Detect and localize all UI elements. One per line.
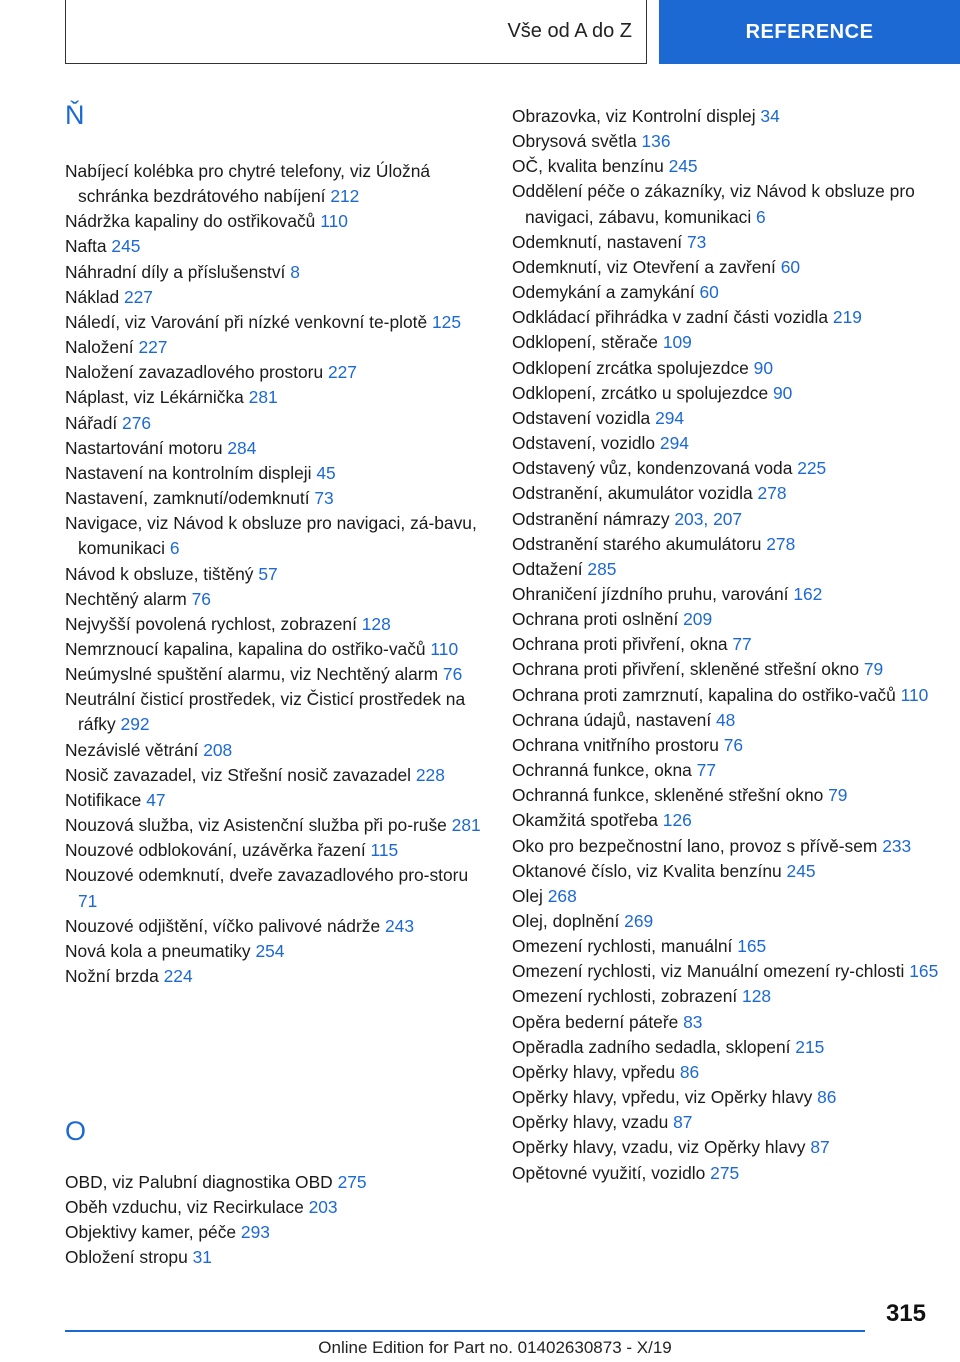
index-entry <box>512 1085 942 1110</box>
index-entry <box>65 587 485 612</box>
entry-term: Odstranění, akumulátor vozidla <box>512 483 758 504</box>
index-entry <box>512 456 942 481</box>
index-entry <box>512 834 942 859</box>
index-entry <box>512 1161 942 1186</box>
page-reference-link[interactable]: 233 <box>882 835 912 856</box>
index-entry <box>65 1220 485 1245</box>
index-entry <box>65 260 485 285</box>
index-entry <box>512 305 942 330</box>
section-title: Vše od A do Z <box>507 20 632 42</box>
entry-term: OČ, kvalita benzínu <box>512 156 669 177</box>
index-group-o-continued <box>512 104 942 1186</box>
entry-term: Ohraničení jízdního pruhu, varování <box>512 583 794 604</box>
page-reference-link[interactable]: 86 <box>679 1061 700 1082</box>
entry-term: Nastartování motoru <box>65 437 228 458</box>
index-entry <box>65 863 485 913</box>
index-entry <box>512 532 942 557</box>
page-reference-link[interactable]: 162 <box>793 583 823 604</box>
entry-term: Odemknutí, viz Otevření a zavření <box>512 256 781 277</box>
page-reference-link[interactable]: 284 <box>227 437 257 458</box>
index-entry <box>512 330 942 355</box>
index-entry <box>512 1035 942 1060</box>
index-entry <box>512 1060 942 1085</box>
page-reference-link[interactable]: 275 <box>710 1162 740 1183</box>
index-entry <box>512 104 942 129</box>
entry-term: Navigace, viz Návod k obsluze pro navigaci, zá-bavu, komunikaci <box>65 513 477 559</box>
page-reference-link[interactable]: 268 <box>547 885 577 906</box>
index-entry <box>512 1010 942 1035</box>
page-reference-link[interactable]: 209 <box>683 609 713 630</box>
entry-term: Objektivy kamer, péče <box>65 1222 241 1243</box>
chapter-tab[interactable] <box>659 0 960 64</box>
index-entry <box>65 385 485 410</box>
entry-term: Opěradla zadního sedadla, sklopení <box>512 1036 796 1057</box>
index-entry <box>65 436 485 461</box>
page-reference-link[interactable]: 90 <box>753 357 774 378</box>
entry-term: Ochrana údajů, nastavení <box>512 709 716 730</box>
entry-term: Obrazovka, viz Kontrolní displej <box>512 106 761 126</box>
index-entry <box>512 280 942 305</box>
entry-term: Náklad <box>65 286 124 307</box>
page-reference-link[interactable]: 136 <box>641 131 671 152</box>
index-entry <box>512 507 942 532</box>
page-reference-link[interactable]: 126 <box>662 810 692 831</box>
page-reference-link[interactable]: 278 <box>766 533 796 554</box>
index-entry <box>65 486 485 511</box>
page-reference-link[interactable]: 269 <box>624 911 654 931</box>
page-reference-link[interactable]: 294 <box>659 433 689 454</box>
page-reference-link[interactable]: 212 <box>330 186 360 207</box>
entry-term: Opěrky hlavy, vpředu, viz Opěrky hlavy <box>512 1087 818 1108</box>
page-reference-link[interactable]: 294 <box>655 407 685 428</box>
entry-term: Ochranná funkce, okna <box>512 760 697 781</box>
entry-term: Opěrky hlavy, vpředu <box>512 1061 680 1082</box>
index-entry <box>512 632 942 657</box>
index-entry <box>65 763 485 788</box>
entry-term: Opěra bederní páteře <box>512 1011 684 1032</box>
index-entry <box>65 209 485 234</box>
entry-term: Nosič zavazadel, viz Střešní nosič zavazadel <box>65 764 416 785</box>
page-reference-link[interactable]: 8 <box>290 261 300 282</box>
page-reference-link[interactable]: 73 <box>686 231 707 252</box>
page-reference-link[interactable]: 76 <box>723 734 744 755</box>
entry-term: Odklopení, zrcátko u spolujezdce <box>512 382 774 403</box>
index-entry <box>512 859 942 884</box>
page-reference-link[interactable]: 76 <box>191 588 211 609</box>
index-letter-n: Ň <box>65 100 85 130</box>
index-entry <box>65 360 485 385</box>
entry-term: Nouzové odemknutí, dveře zavazadlového pro-storu <box>65 865 469 886</box>
entry-term: Náledí, viz Varování při nízké venkovní te-plotě <box>65 311 432 332</box>
page-reference-link[interactable]: 60 <box>780 256 801 277</box>
page-reference-link[interactable]: 292 <box>120 714 150 735</box>
index-entry <box>512 984 942 1009</box>
index-entry <box>512 884 942 909</box>
page-reference-link[interactable]: 73 <box>314 488 334 509</box>
entry-term: Odstavení, vozidlo <box>512 433 660 454</box>
index-entry <box>512 230 942 255</box>
page-reference-link[interactable]: 34 <box>760 106 780 126</box>
page-reference-link[interactable]: 110 <box>430 638 459 659</box>
page-number: 315 <box>885 1300 926 1327</box>
index-entry <box>65 1170 485 1195</box>
entry-term: Odstavený vůz, kondenzovaná voda <box>512 458 798 479</box>
entry-term: Omezení rychlosti, zobrazení <box>512 986 743 1007</box>
entry-term: Nabíjecí kolébka pro chytré telefony, viz Úložná schránka bezdrátového nabíjení <box>65 161 431 207</box>
index-entry <box>65 1195 485 1220</box>
index-entry <box>65 662 485 687</box>
index-entry <box>512 808 942 833</box>
page-reference-link[interactable]: 90 <box>773 382 793 403</box>
index-entry <box>512 758 942 783</box>
index-entry <box>65 285 485 310</box>
index-entry <box>512 934 942 959</box>
entry-term: Odemknutí, nastavení <box>512 231 687 252</box>
entry-term: Nouzové odjištění, víčko palivové nádrže <box>65 915 385 936</box>
entry-term: Nezávislé větrání <box>65 739 204 760</box>
index-entry <box>65 310 485 335</box>
entry-term: Olej, doplnění <box>512 911 625 931</box>
entry-term: Oběh vzduchu, viz Recirkulace <box>65 1197 309 1218</box>
index-entry <box>512 1110 942 1135</box>
entry-term: Nářadí <box>65 412 123 433</box>
entry-term: Nožní brzda <box>65 966 164 986</box>
entry-term: Odkládací přihrádka v zadní části vozidla <box>512 307 833 328</box>
entry-term: Naložení zavazadlového prostoru <box>65 362 328 383</box>
page-reference-link[interactable]: 285 <box>587 558 617 579</box>
index-entry <box>65 939 485 964</box>
index-entry <box>65 838 485 863</box>
page-reference-link[interactable]: 87 <box>810 1137 830 1158</box>
index-letter-o: O <box>65 1116 87 1146</box>
page-reference-link[interactable]: 57 <box>258 563 278 584</box>
entry-term: Odklopení, stěrače <box>512 332 663 353</box>
page-reference-link[interactable]: 203, 207 <box>674 508 743 529</box>
index-group-o <box>65 1170 485 1271</box>
page-reference-link[interactable]: 208 <box>203 739 233 760</box>
entry-term: Neúmyslné spuštění alarmu, viz Nechtěný alarm <box>65 664 443 685</box>
index-entry <box>65 335 485 360</box>
entry-term: Odemykání a zamykání <box>512 282 700 303</box>
entry-term: Naložení <box>65 337 139 358</box>
page-reference-link[interactable]: 245 <box>111 236 141 257</box>
page-reference-link[interactable]: 87 <box>673 1112 693 1133</box>
entry-term: Návod k obsluze, tištěný <box>65 563 259 584</box>
entry-term: Opěrky hlavy, vzadu, viz Opěrky hlavy <box>512 1137 811 1158</box>
index-entry <box>512 356 942 381</box>
index-entry <box>512 733 942 758</box>
page-reference-link[interactable]: 109 <box>662 332 692 353</box>
index-entry <box>65 511 485 561</box>
page-reference-link[interactable]: 45 <box>316 462 336 483</box>
entry-term: Neutrální čisticí prostředek, viz Čisticí prostředek na ráfky <box>65 689 466 735</box>
entry-term: OBD, viz Palubní diagnostika OBD <box>65 1172 338 1192</box>
page-reference-link[interactable]: 228 <box>415 764 445 785</box>
entry-term: Nouzová služba, viz Asistenční služba při po-ruše <box>65 815 452 836</box>
entry-term: Ochrana proti přivření, okna <box>512 634 733 655</box>
page-reference-link[interactable]: 110 <box>900 684 929 705</box>
index-entry <box>65 637 485 662</box>
entry-term: Oktanové číslo, viz Kvalita benzínu <box>512 860 787 881</box>
index-entry <box>65 813 485 838</box>
index-entry <box>512 406 942 431</box>
entry-term: Oko pro bezpečnostní lano, provoz s přívě-sem <box>512 835 883 856</box>
page-reference-link[interactable]: 203 <box>308 1197 338 1218</box>
page-reference-link[interactable]: 293 <box>240 1222 270 1243</box>
index-entry <box>512 657 942 682</box>
page-reference-link[interactable]: 125 <box>432 311 462 332</box>
index-entry <box>65 788 485 813</box>
page-reference-link[interactable]: 60 <box>699 282 719 303</box>
index-entry <box>512 959 942 984</box>
index-entry <box>512 381 942 406</box>
entry-term: Nastavení, zamknutí/odemknutí <box>65 488 315 509</box>
page-reference-link[interactable]: 275 <box>337 1172 367 1192</box>
page-reference-link[interactable]: 47 <box>146 789 166 810</box>
index-entry <box>512 607 942 632</box>
index-entry <box>65 562 485 587</box>
entry-term: Omezení rychlosti, manuální <box>512 936 738 957</box>
entry-term: Nejvyšší povolená rychlost, zobrazení <box>65 613 362 634</box>
page-reference-link[interactable]: 227 <box>327 362 357 383</box>
entry-term: Náplast, viz Lékárnička <box>65 387 249 408</box>
entry-term: Opětovné využití, vozidlo <box>512 1162 711 1183</box>
entry-term: Omezení rychlosti, viz Manuální omezení ry-chlosti <box>512 961 910 982</box>
page-reference-link[interactable]: 227 <box>138 337 168 358</box>
entry-term: Nová kola a pneumatiky <box>65 940 256 961</box>
index-entry <box>65 612 485 637</box>
entry-term: Odstranění starého akumulátoru <box>512 533 767 554</box>
index-entry <box>512 129 942 154</box>
page-reference-link[interactable]: 243 <box>384 915 414 936</box>
page-reference-link[interactable]: 83 <box>683 1011 703 1032</box>
entry-term: Odstavení vozidla <box>512 407 656 428</box>
page-reference-link[interactable]: 79 <box>828 785 848 806</box>
footer-divider <box>65 1330 865 1332</box>
page-reference-link[interactable]: 245 <box>668 156 698 177</box>
entry-term: Odtažení <box>512 558 588 579</box>
index-entry <box>512 154 942 179</box>
chapter-title: REFERENCE <box>745 20 874 43</box>
entry-term: Obrysová světla <box>512 131 642 152</box>
entry-term: Odstranění námrazy <box>512 508 675 529</box>
index-entry <box>65 964 485 989</box>
index-entry <box>65 411 485 436</box>
index-entry <box>512 909 942 934</box>
entry-term: Obložení stropu <box>65 1247 193 1268</box>
entry-term: Náhradní díly a příslušenství <box>65 261 291 282</box>
page-reference-link[interactable]: 278 <box>757 483 787 504</box>
entry-term: Nafta <box>65 236 112 257</box>
footer-edition: Online Edition for Part no. 01402630873 - X/19 <box>318 1338 672 1357</box>
page-reference-link[interactable]: 128 <box>361 613 391 634</box>
index-entry <box>512 683 942 708</box>
entry-term: Nechtěný alarm <box>65 588 192 609</box>
page-reference-link[interactable]: 225 <box>797 458 827 479</box>
header-section-box <box>65 0 647 64</box>
page-reference-link[interactable]: 71 <box>78 890 98 911</box>
page-reference-link[interactable]: 77 <box>732 634 752 655</box>
index-entry <box>512 481 942 506</box>
index-group-n <box>65 159 485 989</box>
entry-term: Okamžitá spotřeba <box>512 810 663 831</box>
entry-term: Opěrky hlavy, vzadu <box>512 1112 674 1133</box>
page-reference-link[interactable]: 227 <box>123 286 153 307</box>
page-reference-link[interactable]: 76 <box>442 664 463 685</box>
page-reference-link[interactable]: 165 <box>737 936 767 957</box>
page-reference-link[interactable]: 128 <box>742 986 772 1007</box>
entry-term: Nouzové odblokování, uzávěrka řazení <box>65 840 371 861</box>
page-reference-link[interactable]: 115 <box>370 840 399 861</box>
entry-term: Ochrana proti oslnění <box>512 609 684 630</box>
entry-term: Oddělení péče o zákazníky, viz Návod k obsluze pro navigaci, zábavu, komunikaci <box>512 181 915 227</box>
index-entry <box>512 255 942 280</box>
entry-term: Ochranná funkce, skleněné střešní okno <box>512 785 829 806</box>
entry-term: Nemrznoucí kapalina, kapalina do ostřiko-vačů <box>65 638 431 659</box>
index-entry <box>512 431 942 456</box>
page-reference-link[interactable]: 215 <box>795 1036 825 1057</box>
page-reference-link[interactable]: 245 <box>786 860 816 881</box>
index-entry <box>65 687 485 737</box>
page-reference-link[interactable]: 79 <box>863 659 884 680</box>
entry-term: Nádržka kapaliny do ostřikovačů <box>65 211 321 232</box>
page-reference-link[interactable]: 254 <box>255 940 285 961</box>
page-reference-link[interactable]: 77 <box>696 760 716 781</box>
index-entry <box>512 783 942 808</box>
index-entry <box>65 234 485 259</box>
index-entry <box>65 461 485 486</box>
index-entry <box>65 159 485 209</box>
page-reference-link[interactable]: 165 <box>909 961 939 982</box>
index-entry <box>512 1135 942 1160</box>
entry-term: Ochrana vnitřního prostoru <box>512 734 724 755</box>
index-entry <box>512 557 942 582</box>
entry-term: Nastavení na kontrolním displeji <box>65 462 317 483</box>
page-reference-link[interactable]: 219 <box>832 307 862 328</box>
page-reference-link[interactable]: 224 <box>163 966 193 986</box>
page-reference-link[interactable]: 48 <box>716 709 736 730</box>
page-reference-link[interactable]: 86 <box>817 1087 837 1108</box>
index-entry <box>65 738 485 763</box>
entry-term: Odklopení zrcátka spolujezdce <box>512 357 754 378</box>
entry-term: Notifikace <box>65 789 147 810</box>
page-reference-link[interactable]: 281 <box>451 815 481 836</box>
page-reference-link[interactable]: 6 <box>169 538 180 559</box>
entry-term: Olej <box>512 885 548 906</box>
index-entry <box>65 1245 485 1270</box>
page-reference-link[interactable]: 276 <box>122 412 152 433</box>
index-entry <box>512 582 942 607</box>
index-entry <box>512 179 942 229</box>
page-reference-link[interactable]: 31 <box>192 1247 212 1268</box>
page-reference-link[interactable]: 6 <box>756 206 766 227</box>
entry-term: Ochrana proti přivření, skleněné střešní okno <box>512 659 864 680</box>
index-entry <box>65 914 485 939</box>
page-reference-link[interactable]: 110 <box>320 211 348 232</box>
entry-term: Ochrana proti zamrznutí, kapalina do ostřiko-vačů <box>512 684 901 705</box>
index-entry <box>512 708 942 733</box>
page-reference-link[interactable]: 281 <box>248 387 278 408</box>
